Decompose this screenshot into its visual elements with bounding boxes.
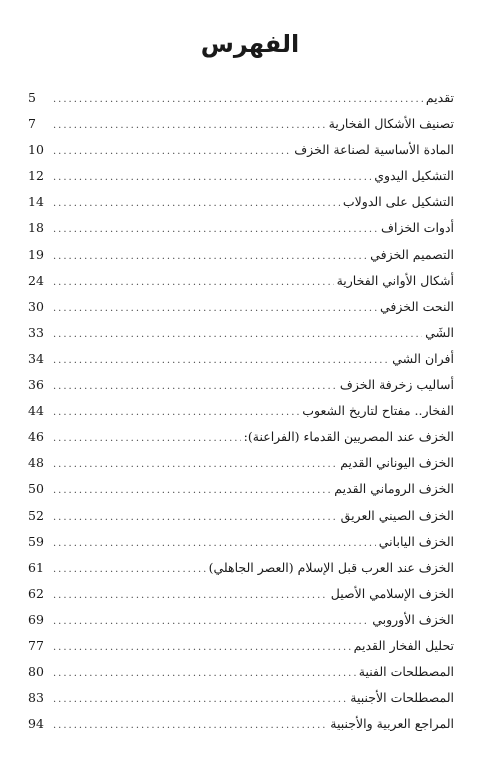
table-of-contents [28, 85, 454, 737]
toc-entry-label: النحت الخزفي [379, 298, 454, 314]
toc-entry-label: أدوات الخزاف [381, 220, 454, 236]
toc-leader-dots [53, 452, 337, 478]
toc-entry [28, 111, 454, 137]
toc-entry-label: التصميم الخزفي [370, 246, 454, 262]
toc-page-number: 94 [28, 716, 44, 732]
toc-page-number: 50 [28, 481, 44, 497]
toc-page-number: 14 [28, 194, 44, 210]
toc-entry [28, 529, 454, 555]
toc-entry [28, 424, 454, 450]
toc-page-number: 36 [28, 377, 44, 393]
toc-page-number: 44 [28, 403, 44, 419]
toc-entry [28, 215, 454, 241]
toc-leader-dots [53, 478, 331, 504]
toc-entry [28, 268, 454, 294]
toc-entry-label: الخزف عند المصريين القدماء (الفراعنة): [243, 429, 454, 445]
toc-entry-label: التشكيل على الدولاب [342, 194, 454, 210]
toc-page-number: 80 [28, 664, 44, 680]
toc-entry [28, 320, 454, 346]
toc-page-number: 33 [28, 324, 44, 340]
toc-entry [28, 503, 454, 529]
toc-page-number: 34 [28, 350, 44, 366]
page-title: الفهرس [200, 30, 300, 58]
toc-entry [28, 85, 454, 111]
toc-entry-label: المراجع العربية والأجنبية [330, 716, 454, 732]
toc-page-number: 5 [28, 90, 36, 105]
toc-entry [28, 711, 454, 737]
toc-page-number: 12 [28, 168, 44, 184]
toc-entry-label: تقديم [425, 90, 454, 105]
toc-entry-label: التشكيل اليدوي [374, 168, 454, 184]
toc-page-number: 7 [28, 116, 36, 132]
toc-leader-dots [53, 113, 326, 139]
toc-leader-dots [53, 244, 367, 270]
toc-leader-dots [53, 322, 422, 348]
toc-page-number: 77 [28, 637, 44, 653]
toc-entry-label: المصطلحات الفنية [358, 664, 454, 680]
toc-entry [28, 555, 454, 581]
toc-entry [28, 137, 454, 163]
toc-page-number: 61 [28, 559, 44, 575]
toc-leader-dots [53, 217, 378, 243]
toc-leader-dots [53, 635, 351, 661]
toc-leader-dots [53, 713, 327, 739]
toc-entry [28, 685, 454, 711]
toc-leader-dots [53, 687, 347, 713]
toc-leader-dots [53, 374, 337, 400]
toc-entry-label: الخزف اليوناني القديم [340, 455, 454, 471]
toc-entry-label: أساليب زخرفة الخزف [339, 377, 454, 393]
toc-leader-dots [53, 270, 334, 296]
toc-page-number: 62 [28, 585, 44, 601]
toc-leader-dots [53, 505, 338, 531]
toc-entry [28, 189, 454, 215]
toc-entry-label: المصطلحات الأجنبية [350, 690, 454, 706]
toc-entry [28, 633, 454, 659]
toc-entry [28, 476, 454, 502]
toc-leader-dots [53, 531, 376, 557]
toc-entry-label: الخزف الأوروبي [372, 611, 454, 627]
toc-leader-dots [53, 583, 328, 609]
toc-page-number: 10 [28, 142, 44, 158]
toc-entry-label: الخزف الصيني العريق [340, 507, 454, 523]
toc-leader-dots [53, 139, 291, 165]
toc-leader-dots [53, 426, 241, 452]
toc-page-number: 59 [28, 533, 44, 549]
toc-entry-label: الخزف الإسلامي الأصيل [330, 585, 454, 601]
toc-page-number: 30 [28, 298, 44, 314]
toc-leader-dots [53, 165, 371, 191]
toc-leader-dots [53, 609, 369, 635]
toc-entry [28, 581, 454, 607]
toc-entry [28, 372, 454, 398]
toc-entry-label: تحليل الفخار القديم [353, 637, 454, 653]
toc-entry-label: المادة الأساسية لصناعة الخزف [294, 142, 454, 158]
toc-entry [28, 659, 454, 685]
toc-entry-label: الخزف عند العرب قبل الإسلام (العصر الجاهلي) [208, 559, 454, 575]
toc-leader-dots [53, 87, 423, 113]
toc-page-number: 18 [28, 220, 44, 236]
toc-entry [28, 163, 454, 189]
toc-page-number: 24 [28, 272, 44, 288]
toc-leader-dots [53, 348, 389, 374]
toc-page-number: 83 [28, 690, 44, 706]
toc-leader-dots [53, 661, 356, 687]
toc-entry [28, 294, 454, 320]
toc-entry [28, 346, 454, 372]
toc-entry [28, 450, 454, 476]
toc-entry [28, 242, 454, 268]
toc-entry [28, 398, 454, 424]
toc-page-number: 52 [28, 507, 44, 523]
toc-page-number: 19 [28, 246, 44, 262]
toc-entry [28, 607, 454, 633]
toc-leader-dots [53, 191, 340, 217]
toc-leader-dots [53, 296, 377, 322]
toc-entry-label: الخزف الياباني [378, 533, 454, 549]
toc-page-number: 48 [28, 455, 44, 471]
toc-entry-label: الخزف الروماني القديم [334, 481, 454, 497]
toc-entry-label: أفران الشي [392, 350, 454, 366]
toc-entry-label: الشَي [425, 324, 454, 340]
toc-leader-dots [53, 557, 206, 583]
toc-entry-label: تصنيف الأشكال الفخارية [328, 116, 454, 132]
toc-leader-dots [53, 400, 299, 426]
toc-entry-label: أشكال الأواني الفخارية [336, 272, 454, 288]
toc-page-number: 46 [28, 429, 44, 445]
toc-page-number: 69 [28, 611, 44, 627]
toc-entry-label: الفخار.. مفتاح لتاريخ الشعوب [302, 403, 454, 419]
